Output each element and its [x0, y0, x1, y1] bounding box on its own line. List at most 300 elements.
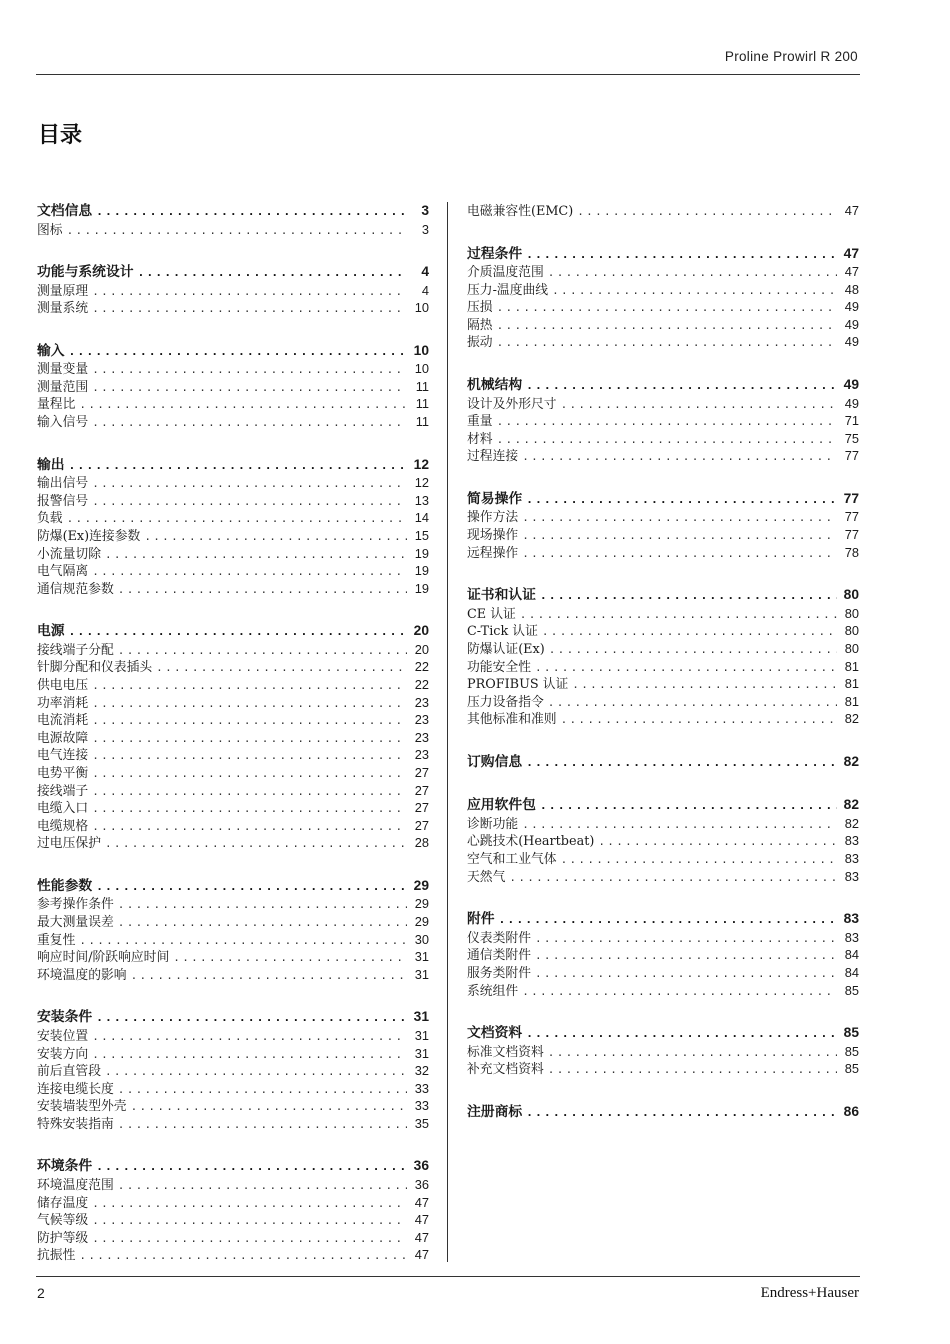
dot-leader — [79, 1247, 407, 1265]
dot-leader — [69, 623, 407, 642]
toc-entry[interactable] — [467, 832, 859, 850]
toc-entry-page-number: 36 — [414, 1176, 429, 1192]
toc-entry[interactable] — [467, 526, 859, 544]
toc-entry-label: 负载 — [37, 511, 63, 527]
toc-entry-page-number: 49 — [844, 395, 859, 411]
toc-entry-label: 功率消耗 — [37, 695, 89, 711]
toc-section-heading-label: 应用软件包 — [467, 797, 536, 814]
toc-entry-label: 通信类附件 — [467, 948, 531, 964]
toc-entry-label: 标准文档资料 — [467, 1044, 544, 1060]
toc-section-heading[interactable] — [467, 910, 859, 929]
dot-leader — [520, 606, 837, 624]
toc-entry[interactable] — [37, 221, 429, 239]
toc-entry-page-number: 11 — [415, 378, 429, 394]
toc-section-heading[interactable] — [37, 202, 429, 221]
toc-entry[interactable] — [37, 527, 429, 545]
toc-entry[interactable] — [37, 694, 429, 712]
dot-leader — [105, 546, 407, 564]
toc-section-heading-label: 订购信息 — [467, 753, 523, 770]
toc-entry[interactable] — [37, 746, 429, 764]
toc-entry-label: 介质温度范围 — [467, 265, 544, 281]
dot-leader — [526, 754, 837, 773]
toc-section-heading[interactable] — [467, 1024, 859, 1043]
toc-entry-page-number: 47 — [414, 1194, 429, 1210]
toc-section-heading[interactable] — [37, 342, 429, 361]
toc-entry-label: 电流消耗 — [37, 713, 89, 729]
dot-leader — [526, 246, 837, 265]
toc-entry-label: 振动 — [467, 335, 493, 351]
toc-entry-page-number: 80 — [844, 623, 859, 639]
toc-section-heading-label: 简易操作 — [467, 490, 523, 507]
toc-section-heading[interactable] — [37, 263, 429, 282]
toc-entry-page-number: 82 — [844, 711, 859, 727]
toc-entry[interactable] — [37, 282, 429, 300]
toc-entry[interactable] — [37, 492, 429, 510]
toc-entry-label: 接线端子 — [37, 783, 89, 799]
toc-entry-label: 防爆(Ex)连接参数 — [37, 528, 141, 544]
toc-entry-label: 测量变量 — [37, 362, 89, 378]
toc-entry[interactable] — [467, 263, 859, 281]
toc-entry-label: 图标 — [37, 222, 63, 238]
dot-leader — [92, 1230, 407, 1248]
toc-section-heading-page-number: 86 — [843, 1103, 859, 1119]
toc-entry[interactable] — [467, 430, 859, 448]
dot-leader — [96, 878, 407, 897]
dot-leader — [92, 1212, 407, 1230]
toc-section — [467, 202, 859, 220]
toc-section — [37, 456, 429, 598]
toc-section — [467, 586, 859, 728]
toc-section — [37, 342, 429, 431]
toc-entry[interactable] — [37, 474, 429, 492]
toc-section-heading-page-number: 82 — [843, 753, 859, 769]
toc-section — [37, 263, 429, 317]
toc-entry[interactable] — [37, 834, 429, 852]
dot-leader — [561, 851, 837, 869]
dot-leader — [548, 694, 837, 712]
toc-entry-page-number: 80 — [844, 605, 859, 621]
toc-entry-label: 安装位置 — [37, 1028, 89, 1044]
dot-leader — [92, 747, 407, 765]
toc-entry[interactable] — [467, 202, 859, 220]
toc-entry[interactable] — [37, 931, 429, 949]
dot-leader — [69, 457, 407, 476]
toc-section-heading-label: 功能与系统设计 — [37, 264, 134, 281]
toc-section-heading[interactable] — [467, 376, 859, 395]
toc-entry-page-number: 22 — [414, 677, 429, 692]
toc-entry-page-number: 81 — [844, 676, 859, 692]
toc-entry-label: 压力设备指令 — [467, 694, 544, 710]
toc-entry-label: 环境温度范围 — [37, 1177, 114, 1193]
toc-entry[interactable] — [467, 868, 859, 886]
toc-section — [467, 753, 859, 772]
toc-entry[interactable] — [467, 710, 859, 728]
toc-entry-label: 连接电缆长度 — [37, 1081, 114, 1097]
dot-leader — [92, 730, 407, 748]
toc-entry[interactable] — [37, 1027, 429, 1045]
toc-entry[interactable] — [467, 395, 859, 413]
toc-section-heading-label: 文档信息 — [37, 203, 93, 219]
dot-leader — [92, 414, 407, 432]
toc-entry[interactable] — [37, 580, 429, 598]
toc-entry-page-number: 14 — [414, 510, 429, 526]
document-header-title: Proline Prowirl R 200 — [724, 49, 858, 64]
dot-leader — [105, 1063, 407, 1081]
dot-leader — [522, 509, 837, 527]
toc-entry[interactable] — [467, 1060, 859, 1078]
toc-section-heading-page-number: 20 — [413, 623, 429, 639]
toc-entry-label: 电气隔离 — [37, 564, 89, 580]
toc-section — [467, 376, 859, 465]
toc-entry-page-number: 27 — [414, 800, 429, 816]
toc-entry-label: 最大测量误差 — [37, 915, 114, 931]
dot-leader — [542, 623, 837, 641]
toc-entry[interactable] — [467, 964, 859, 982]
toc-entry-page-number: 83 — [844, 868, 859, 884]
dot-leader — [92, 475, 407, 493]
toc-entry[interactable] — [37, 413, 429, 431]
toc-section-heading-page-number: 31 — [413, 1009, 429, 1025]
dot-leader — [92, 361, 407, 379]
toc-entry[interactable] — [37, 1246, 429, 1264]
toc-entry-page-number: 28 — [414, 835, 429, 851]
toc-entry[interactable] — [37, 509, 429, 527]
toc-entry-page-number: 27 — [414, 817, 429, 833]
toc-entry-page-number: 47 — [414, 1229, 429, 1245]
dot-leader — [522, 816, 837, 834]
toc-entry-page-number: 31 — [414, 966, 429, 982]
dot-leader — [118, 914, 407, 932]
dot-leader — [497, 317, 837, 335]
dot-leader — [548, 1044, 837, 1062]
toc-entry[interactable] — [37, 658, 429, 676]
toc-section — [467, 796, 859, 885]
toc-entry-label: 其他标准和准则 — [467, 712, 557, 728]
toc-entry-label: 响应时间/阶跃响应时间 — [37, 950, 170, 966]
toc-entry[interactable] — [467, 675, 859, 693]
toc-entry-page-number: 84 — [844, 964, 859, 980]
toc-entry[interactable] — [467, 815, 859, 833]
toc-entry[interactable] — [37, 782, 429, 800]
toc-entry-page-number: 85 — [844, 1061, 859, 1077]
dot-leader — [92, 712, 407, 730]
dot-leader — [96, 1009, 407, 1028]
toc-entry-page-number: 33 — [414, 1080, 429, 1096]
toc-section-heading[interactable] — [37, 877, 429, 896]
toc-entry-page-number: 23 — [414, 694, 429, 710]
toc-entry-page-number: 27 — [414, 782, 429, 798]
toc-entry-label: 隔热 — [467, 317, 493, 333]
dot-leader — [497, 431, 837, 449]
toc-entry[interactable] — [37, 641, 429, 659]
toc-entry-page-number: 48 — [844, 281, 859, 297]
dot-leader — [522, 448, 837, 466]
toc-section-heading[interactable] — [467, 796, 859, 815]
dot-leader — [526, 1025, 837, 1044]
dot-leader — [540, 587, 837, 606]
toc-entry-label: 针脚分配和仪表插头 — [37, 660, 153, 676]
toc-entry-label: 气候等级 — [37, 1213, 89, 1229]
toc-entry[interactable] — [467, 693, 859, 711]
toc-entry-page-number: 71 — [844, 413, 859, 429]
toc-entry-label: 补充文档资料 — [467, 1062, 544, 1078]
dot-leader — [79, 396, 407, 414]
toc-entry-page-number: 15 — [414, 527, 429, 543]
toc-section-heading[interactable] — [467, 245, 859, 264]
toc-entry-label: 电势平衡 — [37, 765, 89, 781]
toc-entry-page-number: 3 — [421, 221, 429, 237]
dot-leader — [522, 545, 837, 563]
toc-entry-page-number: 47 — [844, 264, 859, 280]
toc-entry-page-number: 23 — [414, 747, 429, 763]
toc-entry-page-number: 81 — [844, 658, 859, 674]
toc-section — [467, 910, 859, 999]
dot-leader — [92, 818, 407, 836]
dot-leader — [561, 711, 837, 729]
toc-section — [467, 1024, 859, 1078]
toc-entry-label: 心跳技术(Heartbeat) — [467, 834, 595, 850]
toc-entry[interactable] — [37, 711, 429, 729]
toc-entry[interactable] — [37, 1045, 429, 1063]
toc-entry[interactable] — [37, 764, 429, 782]
dot-leader — [572, 676, 837, 694]
toc-entry-page-number: 47 — [414, 1247, 429, 1263]
footer-rule — [36, 1276, 860, 1277]
toc-entry-label: 功能安全性 — [467, 659, 531, 675]
toc-entry-page-number: 77 — [844, 509, 859, 525]
toc-section-heading-page-number: 49 — [843, 377, 859, 393]
toc-entry-page-number: 30 — [414, 931, 429, 947]
dot-leader — [548, 264, 837, 282]
toc-entry-page-number: 85 — [844, 982, 859, 998]
dot-leader — [92, 783, 407, 801]
toc-entry-label: CE 认证 — [467, 606, 516, 622]
toc-entry[interactable] — [37, 913, 429, 931]
dot-leader — [552, 282, 837, 300]
toc-entry[interactable] — [467, 640, 859, 658]
toc-entry-page-number: 33 — [414, 1098, 429, 1114]
dot-leader — [96, 203, 407, 222]
toc-entry-page-number: 13 — [414, 492, 429, 508]
toc-entry-label: 测量系统 — [37, 301, 89, 317]
toc-entry[interactable] — [467, 412, 859, 430]
page-title: 目录 — [38, 123, 83, 148]
toc-entry[interactable] — [37, 729, 429, 747]
toc-section-heading[interactable] — [37, 1157, 429, 1176]
toc-entry-label: 过程连接 — [467, 449, 519, 465]
toc-entry-label: 测量范围 — [37, 379, 89, 395]
toc-entry[interactable] — [37, 1176, 429, 1194]
toc-entry[interactable] — [37, 1194, 429, 1212]
toc-entry[interactable] — [37, 948, 429, 966]
toc-entry-page-number: 49 — [844, 334, 859, 350]
toc-entry[interactable] — [467, 982, 859, 1000]
toc-entry-label: 远程操作 — [467, 545, 519, 561]
toc-section — [467, 490, 859, 561]
toc-entry-label: 电气连接 — [37, 748, 89, 764]
toc-section-heading-page-number: 47 — [843, 245, 859, 261]
toc-entry-label: 仪表类附件 — [467, 930, 531, 946]
toc-section-heading-page-number: 29 — [413, 877, 429, 893]
toc-entry-page-number: 31 — [414, 1045, 429, 1061]
toc-entry[interactable] — [467, 447, 859, 465]
dot-leader — [561, 396, 837, 414]
toc-section-heading-label: 证书和认证 — [467, 587, 536, 604]
toc-entry-page-number: 11 — [415, 396, 429, 412]
toc-entry[interactable] — [467, 281, 859, 299]
toc-section-heading[interactable] — [467, 490, 859, 509]
toc-entry[interactable] — [37, 360, 429, 378]
dot-leader — [118, 1116, 407, 1134]
dot-leader — [497, 413, 837, 431]
dot-leader — [118, 642, 407, 660]
toc-entry[interactable] — [37, 895, 429, 913]
toc-entry[interactable] — [37, 1080, 429, 1098]
toc-entry-page-number: 23 — [414, 712, 429, 728]
dot-leader — [131, 967, 407, 985]
toc-entry[interactable] — [467, 622, 859, 640]
toc-entry[interactable] — [37, 1115, 429, 1133]
dot-leader — [69, 343, 407, 362]
toc-entry-label: 参考操作条件 — [37, 897, 114, 913]
toc-entry-label: C-Tick 认证 — [467, 624, 538, 640]
toc-entry-label: 防护等级 — [37, 1230, 89, 1246]
toc-entry-label: 压力-温度曲线 — [467, 282, 549, 298]
toc-entry-page-number: 75 — [844, 430, 859, 446]
toc-entry[interactable] — [37, 545, 429, 563]
toc-entry-label: 测量原理 — [37, 283, 89, 299]
toc-entry-page-number: 19 — [414, 545, 429, 561]
toc-entry-label: 系统组件 — [467, 983, 519, 999]
dot-leader — [144, 528, 407, 546]
toc-entry-label: 电缆入口 — [37, 801, 89, 817]
toc-entry-label: 安装墙装型外壳 — [37, 1099, 127, 1115]
dot-leader — [156, 659, 407, 677]
dot-leader — [535, 930, 837, 948]
toc-entry-label: 重量 — [467, 414, 493, 430]
dot-leader — [535, 947, 837, 965]
toc-section-heading[interactable] — [37, 622, 429, 641]
toc-entry[interactable] — [37, 562, 429, 580]
dot-leader — [92, 493, 407, 511]
toc-entry-page-number: 23 — [414, 729, 429, 745]
toc-entry[interactable] — [467, 508, 859, 526]
toc-entry-page-number: 77 — [844, 448, 859, 464]
toc-section-heading-page-number: 10 — [413, 342, 429, 358]
toc-entry-page-number: 80 — [844, 640, 859, 656]
dot-leader — [92, 283, 407, 301]
toc-section — [37, 1157, 429, 1263]
dot-leader — [526, 1104, 837, 1123]
dot-leader — [105, 835, 407, 853]
toc-entry[interactable] — [37, 1211, 429, 1229]
toc-entry-label: 材料 — [467, 431, 493, 447]
toc-section-heading-page-number: 77 — [843, 490, 859, 506]
toc-entry[interactable] — [467, 850, 859, 868]
dot-leader — [535, 659, 837, 677]
toc-entry-label: 输入信号 — [37, 415, 89, 431]
toc-entry-page-number: 47 — [844, 203, 859, 218]
toc-entry-page-number: 10 — [414, 300, 429, 316]
toc-entry-page-number: 47 — [414, 1212, 429, 1228]
toc-entry[interactable] — [37, 1062, 429, 1080]
toc-entry[interactable] — [467, 929, 859, 947]
toc-section — [467, 1103, 859, 1122]
dot-leader — [92, 300, 407, 318]
toc-entry-label: 电源故障 — [37, 730, 89, 746]
toc-entry[interactable] — [467, 605, 859, 623]
toc-entry-page-number: 29 — [414, 896, 429, 912]
toc-entry-page-number: 19 — [414, 563, 429, 579]
toc-entry-page-number: 31 — [414, 1027, 429, 1043]
toc-section-heading-label: 文档资料 — [467, 1025, 523, 1042]
toc-entry-label: 通信规范参数 — [37, 581, 114, 597]
toc-entry-page-number: 35 — [414, 1115, 429, 1131]
toc-entry-label: 报警信号 — [37, 493, 89, 509]
toc-entry[interactable] — [37, 799, 429, 817]
toc-entry[interactable] — [37, 676, 429, 694]
column-divider — [447, 202, 448, 1262]
toc-entry[interactable] — [467, 1043, 859, 1061]
toc-section-heading-label: 附件 — [467, 911, 495, 928]
dot-leader — [499, 911, 837, 930]
toc-entry[interactable] — [37, 395, 429, 413]
toc-entry[interactable] — [467, 658, 859, 676]
toc-entry[interactable] — [37, 1097, 429, 1115]
toc-entry-page-number: 11 — [415, 414, 429, 430]
toc-entry-label: 压损 — [467, 300, 493, 316]
toc-section-heading-page-number: 36 — [413, 1158, 429, 1174]
dot-leader — [173, 949, 407, 967]
dot-leader — [598, 833, 837, 851]
toc-entry-label: 过电压保护 — [37, 836, 101, 852]
toc-entry[interactable] — [467, 946, 859, 964]
dot-leader — [522, 983, 837, 1001]
toc-section-heading-page-number: 80 — [843, 587, 859, 603]
toc-entry[interactable] — [37, 299, 429, 317]
toc-entry[interactable] — [37, 1229, 429, 1247]
dot-leader — [497, 299, 837, 317]
toc-section-heading[interactable] — [37, 456, 429, 475]
toc-section-heading-label: 过程条件 — [467, 245, 523, 262]
toc-entry[interactable] — [467, 333, 859, 351]
dot-leader — [131, 1098, 407, 1116]
toc-section-heading-label: 输入 — [37, 342, 65, 359]
toc-entry[interactable] — [37, 378, 429, 396]
dot-leader — [577, 203, 837, 221]
dot-leader — [526, 377, 837, 396]
dot-leader — [92, 1195, 407, 1213]
toc-entry-label: 电缆规格 — [37, 818, 89, 834]
dot-leader — [118, 1177, 407, 1195]
toc-entry[interactable] — [37, 966, 429, 984]
toc-entry[interactable] — [467, 544, 859, 562]
toc-section-heading[interactable] — [467, 1103, 859, 1122]
toc-entry-label: 诊断功能 — [467, 816, 519, 832]
toc-entry[interactable] — [37, 817, 429, 835]
toc-section — [467, 245, 859, 351]
toc-section-heading[interactable] — [37, 1008, 429, 1027]
toc-entry-label: 接线端子分配 — [37, 642, 114, 658]
toc-section-heading[interactable] — [467, 586, 859, 605]
toc-section-heading-page-number: 3 — [421, 203, 429, 218]
dot-leader — [67, 222, 407, 240]
toc-entry[interactable] — [467, 298, 859, 316]
toc-entry-page-number: 31 — [414, 949, 429, 965]
toc-section-heading[interactable] — [467, 753, 859, 772]
toc-entry[interactable] — [467, 316, 859, 334]
toc-entry-page-number: 83 — [844, 929, 859, 945]
